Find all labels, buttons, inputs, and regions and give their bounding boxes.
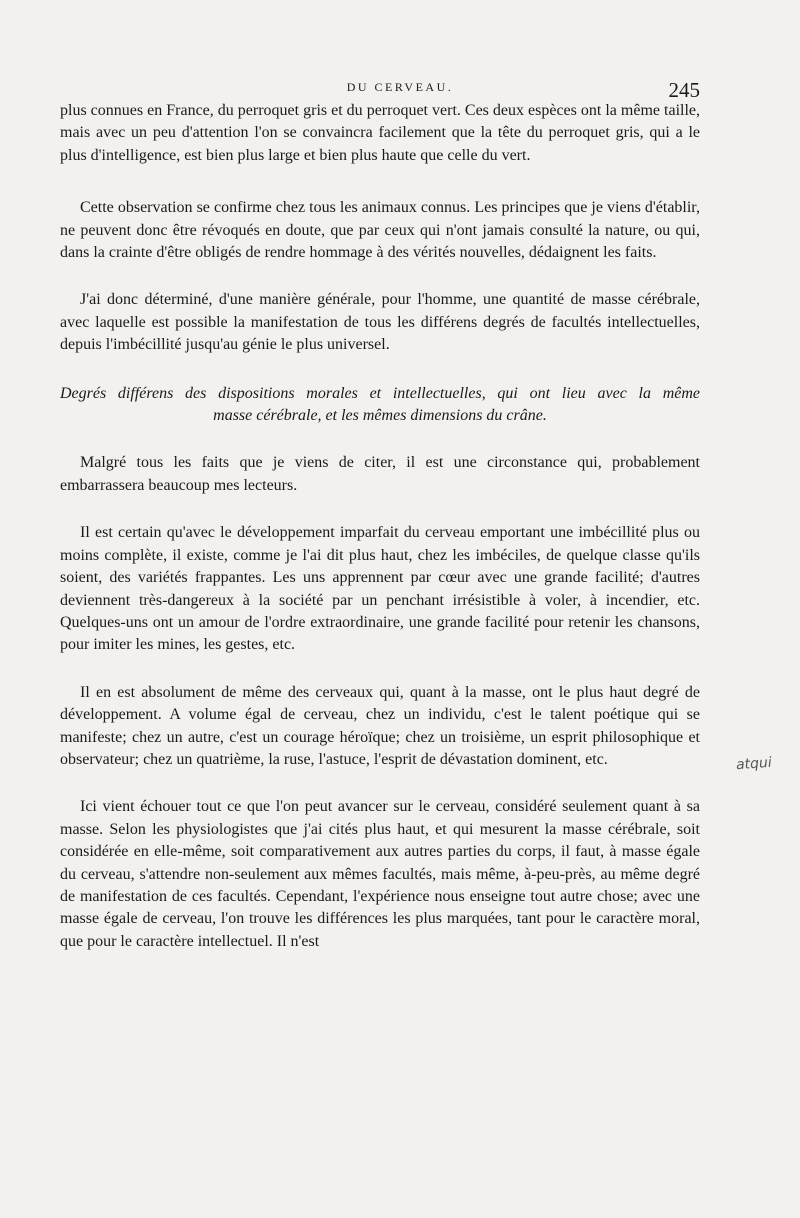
section-heading-line-1: Degrés différens des dispositions morales et intellectuelles, qui ont lieu avec la même [60,384,700,402]
handwritten-margin-note: atqui [735,754,773,774]
section-heading [60,383,700,428]
paragraph-circumstance: Malgré tous les faits que je viens de citer, il est une circonstance qui, probablement embarrassera beaucoup mes lecteurs. [60,454,700,494]
running-title: DU CERVEAU. [346,80,454,94]
paragraph-brains: Il en est absolument de même des cerveaux qui, quant à la masse, ont le plus haut degré de développement. A volume égal de cerveau, chez un individu, c'est le talent poétique qui se manifeste; chez un autre, c'est un courage héroïque; chez un troisième, un esprit philosophique et observateur; chez un quatrième, la ruse, l'astuce, l'esprit de dévastation dominent, etc. [60,683,700,768]
paragraph-imbeciles: Il est certain qu'avec le développement imparfait du cerveau emportant une imbécillité plus ou moins complète, il existe, comme je l'ai dit plus haut, chez les imbéciles, de quelque classe qu'ils soient, des variétés frappantes. Les uns apprennent par cœur avec une grande facilité; d'autres deviennent très-dangereux à la société par un penchant irrésistible à voler, à incendier, etc. Quelques-uns ont un amour de l'ordre extraordinaire, une grande facilité pour retenir les chansons, pour imiter les mines, les gestes, etc. [60,524,700,654]
paragraph-mass: Ici vient échouer tout ce que l'on peut avancer sur le cerveau, considéré seulement quant à sa masse. Selon les physiologistes que j'ai cités plus haut, et qui mesurent la masse cérébrale, soit considérée en elle-même, soit comparativement aux autres parties du corps, il faut, à masse égale du cerveau, s'attendre non-seulement aux mêmes facultés, mais même, à-peu-près, au même degré de manifestation de ces facultés. Cependant, l'expérience nous enseigne tout autre chose; avec une masse égale de cerveau, l'on trouve les différences les plus marquées, tant pour le caractère moral, que pour le caractère intellectuel. Il n'est [60,798,700,950]
main-text [60,100,700,953]
page-number: 245 [668,78,700,102]
paragraph-continuation: plus connues en France, du perroquet gris et du perroquet vert. Ces deux espèces ont la même taille, mais avec un peu d'attention l'on se convaincra facilement que la tête du perroquet gris, qui a le plus d'intelligence, est bien plus large et bien plus haute que celle du vert. [60,102,700,164]
paragraph-determination: J'ai donc déterminé, d'une manière générale, pour l'homme, une quantité de masse cérébrale, avec laquelle est possible la manifestation de tous les différens degrés de facultés intellectuelles, depuis l'imbécillité jusqu'au génie le plus universel. [60,291,700,354]
section-heading-line-2: masse cérébrale, et les mêmes dimensions du crâne. [213,407,547,425]
paragraph-observation: Cette observation se confirme chez tous les animaux connus. Les principes que je viens d'établir, ne peuvent donc être révoqués en doute, que par ceux qui n'ont jamais consulté la nature, ou qui, dans la crainte d'être obligés de rendre hommage à des vérités nouvelles, dédaignent les faits. [60,199,700,262]
